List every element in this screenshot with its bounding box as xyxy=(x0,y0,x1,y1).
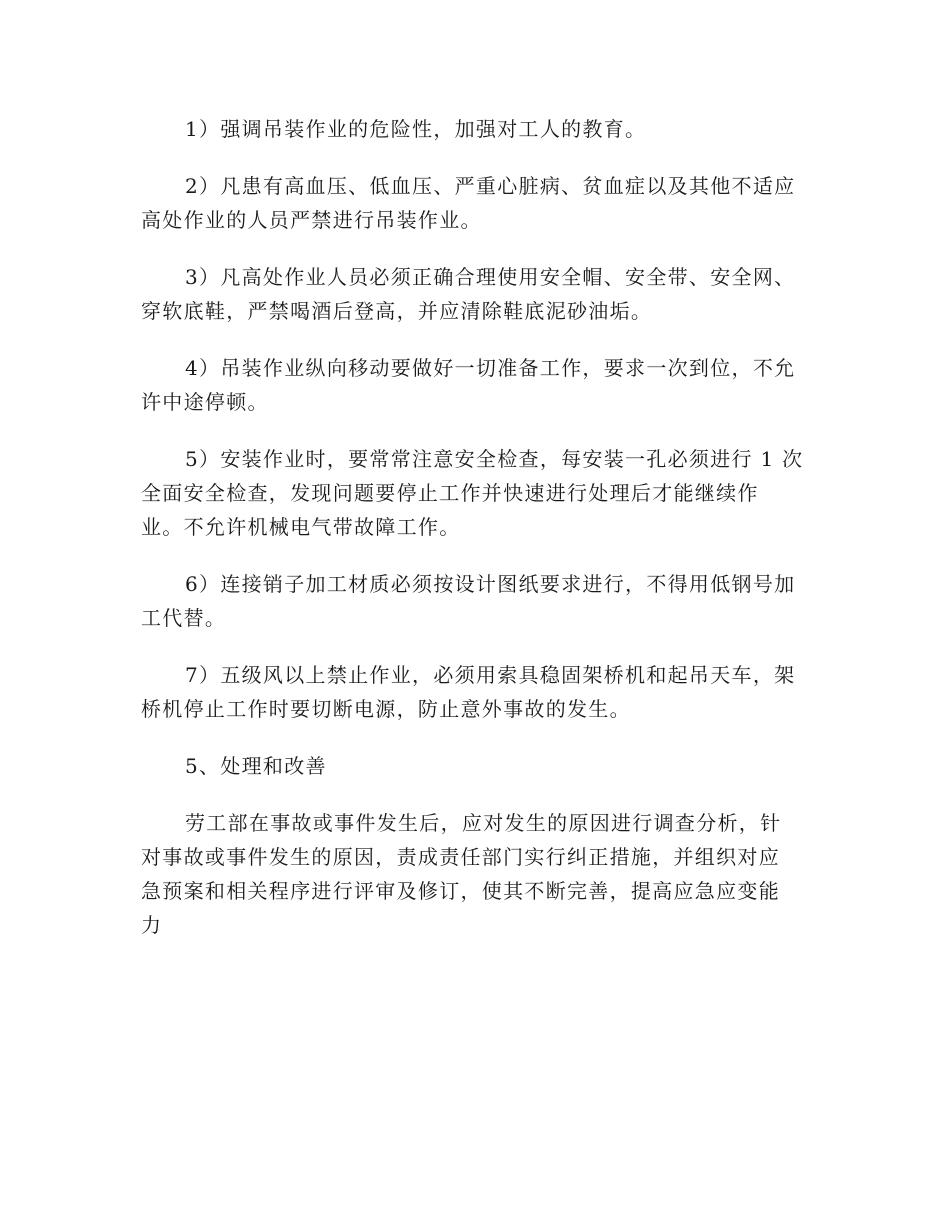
paragraph-line: 7）五级风以上禁止作业，必须用索具稳固架桥机和起吊天车，架 xyxy=(185,663,796,687)
paragraph-line: 桥机停止工作时要切断电源，防止意外事故的发生。 xyxy=(141,697,631,721)
paragraph-item-1 xyxy=(141,112,813,146)
paragraph-line: 5）安装作业时，要常常注意安全检查，每安装一孔必须进行 1 次 xyxy=(185,447,804,471)
paragraph-item-7 xyxy=(141,658,813,726)
paragraph-line: 高处作业的人员严禁进行吊装作业。 xyxy=(141,208,482,232)
paragraph-line: 劳工部在事故或事件发生后，应对发生的原因进行调查分析，针 xyxy=(185,811,782,835)
paragraph-item-6 xyxy=(141,567,813,635)
section-heading xyxy=(141,749,813,783)
paragraph-line: 6）连接销子加工材质必须按设计图纸要求进行，不得用低钢号加 xyxy=(185,572,796,596)
paragraph-line: 急预案和相关程序进行评审及修订，使其不断完善，提高应急应变能 xyxy=(141,879,780,903)
paragraph-line: 2）凡患有高血压、低血压、严重心脏病、贫血症以及其他不适应 xyxy=(185,174,796,198)
paragraph-item-5 xyxy=(141,442,813,544)
paragraph-item-4 xyxy=(141,351,813,419)
paragraph-line: 对事故或事件发生的原因，责成责任部门实行纠正措施，并组织对应 xyxy=(141,845,780,869)
paragraph-item-3 xyxy=(141,260,813,328)
paragraph-item-2 xyxy=(141,169,813,237)
paragraph-line: 4）吊装作业纵向移动要做好一切准备工作，要求一次到位，不允 xyxy=(185,356,796,380)
paragraph-item-9 xyxy=(141,806,813,942)
document-body xyxy=(141,112,813,965)
paragraph-line: 工代替。 xyxy=(141,606,227,630)
section-heading-text: 5、处理和改善 xyxy=(185,754,327,778)
paragraph-line: 力 xyxy=(141,913,163,937)
paragraph-line: 许中途停顿。 xyxy=(141,390,269,414)
paragraph-line: 3）凡高处作业人员必须正确合理使用安全帽、安全带、安全网、 xyxy=(185,265,796,289)
paragraph-line: 全面安全检查，发现问题要停止工作并快速进行处理后才能继续作 xyxy=(141,481,759,505)
paragraph-line: 穿软底鞋，严禁喝酒后登高，并应清除鞋底泥砂油垢。 xyxy=(141,299,653,323)
paragraph-line: 业。不允许机械电气带故障工作。 xyxy=(141,515,461,539)
paragraph-line: 1）强调吊装作业的危险性，加强对工人的教育。 xyxy=(185,117,647,141)
